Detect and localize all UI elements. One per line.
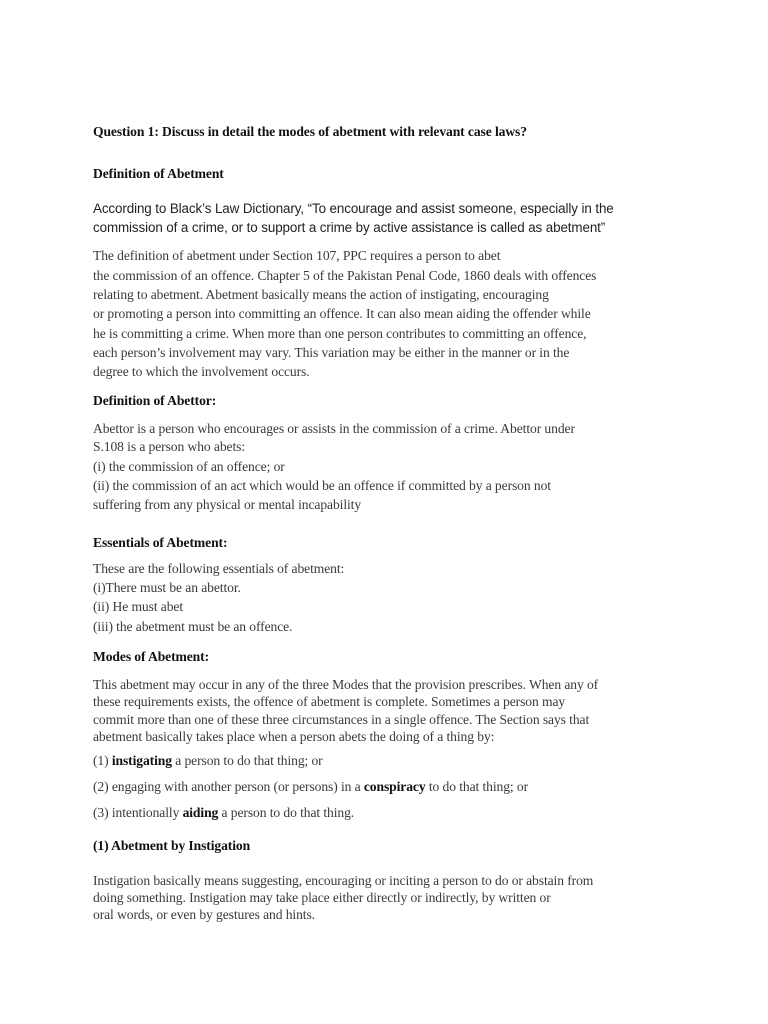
modes-line: these requirements exists, the offence of abetment is complete. Sometimes a person may <box>93 694 566 709</box>
definition-paragraph-line: The definition of abetment under Section 107, PPC requires a person to abet <box>93 248 501 263</box>
definition-paragraph-line: he is committing a crime. When more than one person contributes to committing an offence, <box>93 326 587 341</box>
abettor-line: S.108 is a person who abets: <box>93 439 246 454</box>
mode-item-aiding: (3) intentionally aiding a person to do that thing. <box>93 805 355 820</box>
instigation-line: oral words, or even by gestures and hints. <box>93 907 315 922</box>
definition-paragraph-line: or promoting a person into committing an offence. It can also mean aiding the offender while <box>93 306 591 321</box>
mode-item-instigating: (1) instigating a person to do that thing; or <box>93 753 323 768</box>
essentials-line: These are the following essentials of abetment: <box>93 561 345 576</box>
definition-paragraph-line: degree to which the involvement occurs. <box>93 364 310 379</box>
instigation-line: Instigation basically means suggesting, encouraging or inciting a person to do or abstain from <box>93 873 594 888</box>
essentials-line: (ii) He must abet <box>93 599 184 614</box>
abettor-line: suffering from any physical or mental incapability <box>93 497 362 512</box>
abettor-line: (ii) the commission of an act which would be an offence if committed by a person not <box>93 478 551 493</box>
question-title: Question 1: Discuss in detail the modes of abetment with relevant case laws? <box>93 124 527 139</box>
definition-paragraph-line: each person’s involvement may vary. This variation may be either in the manner or in the <box>93 345 570 360</box>
mode-item-conspiracy: (2) engaging with another person (or persons) in a conspiracy to do that thing; or <box>93 779 529 794</box>
blacks-definition-line: According to Black’s Law Dictionary, “To encourage and assist someone, especially in the <box>93 201 614 216</box>
essentials-line: (i)There must be an abettor. <box>93 580 241 595</box>
abettor-line: Abettor is a person who encourages or assists in the commission of a crime. Abettor under <box>93 421 575 436</box>
modes-line: This abetment may occur in any of the three Modes that the provision prescribes. When any of <box>93 677 599 692</box>
heading-instigation: (1) Abetment by Instigation <box>93 838 251 853</box>
blacks-definition-line: commission of a crime, or to support a crime by active assistance is called as abetment” <box>93 220 606 235</box>
essentials-line: (iii) the abetment must be an offence. <box>93 619 293 634</box>
heading-essentials: Essentials of Abetment: <box>93 535 228 550</box>
modes-line: commit more than one of these three circumstances in a single offence. The Section says that <box>93 712 590 727</box>
instigation-line: doing something. Instigation may take place either directly or indirectly, by written or <box>93 890 551 905</box>
heading-definition-abetment: Definition of Abetment <box>93 166 224 181</box>
abettor-line: (i) the commission of an offence; or <box>93 459 285 474</box>
definition-paragraph-line: the commission of an offence. Chapter 5 of the Pakistan Penal Code, 1860 deals with offences <box>93 268 597 283</box>
modes-line: abetment basically takes place when a person abets the doing of a thing by: <box>93 729 495 744</box>
definition-paragraph-line: relating to abetment. Abetment basically means the action of instigating, encouraging <box>93 287 549 302</box>
heading-modes: Modes of Abetment: <box>93 649 209 664</box>
heading-definition-abettor: Definition of Abettor: <box>93 393 217 408</box>
